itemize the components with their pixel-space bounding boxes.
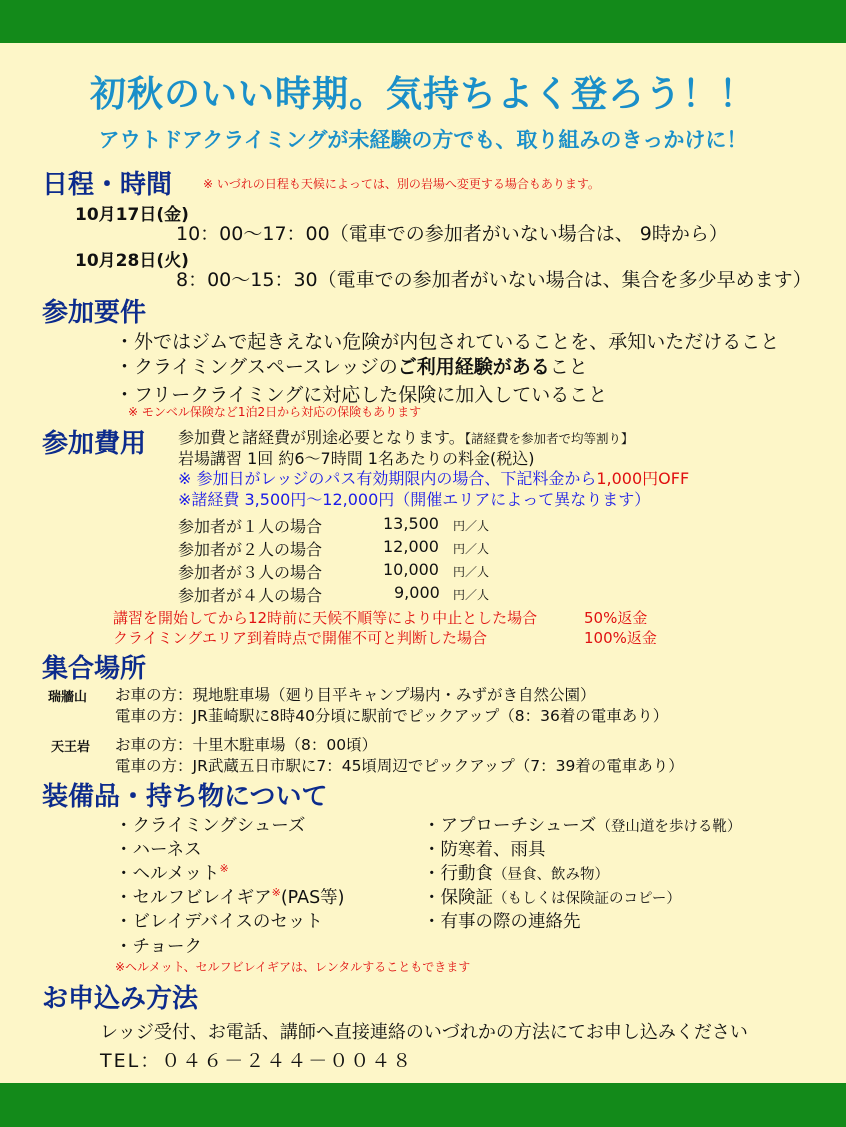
fees-line-2: 岩場講習 1回 約6～7時間 1名あたりの料金(税込) [178, 449, 535, 468]
rate-label-4: 参加者が４人の場合 [178, 586, 323, 605]
rate-unit-4: 円／人 [453, 588, 490, 602]
equip-left-2: ・ハーネス [115, 840, 202, 860]
equipment-heading: 装備品・持ち物について [42, 782, 328, 812]
place-car-1: お車の方：現地駐車場（廻り目平キャンプ場内・みずがき自然公園） [115, 686, 596, 704]
requirement-item-2: ・クライミングスペースレッジのご利用経験があること [115, 356, 588, 378]
equip-left-1: ・クライミングシューズ [115, 816, 306, 836]
expenses-note: ※諸経費 3,500円～12,000円（開催エリアによって異なります） [178, 490, 651, 509]
schedule-heading: 日程・時間 [42, 170, 173, 200]
equip-right-2: ・防寒着、雨具 [423, 840, 546, 860]
schedule-time-2: 8：00～15：30（電車での参加者がいない場合は、集合を多少早めます） [176, 269, 812, 291]
place-name-2: 天王岩 [51, 740, 91, 755]
pass-note: ※ 参加日がレッジのパス有効期限内の場合、下記料金から1,000円OFF [178, 469, 690, 488]
bottom-band [0, 1083, 846, 1127]
apply-text: レッジ受付、お電話、講師へ直接連絡のいづれかの方法にてお申し込みください [100, 1022, 748, 1043]
requirements-note: ※ モンベル保険など1泊2日から対応の保険もあります [128, 405, 422, 419]
equipment-note: ※ヘルメット、セルフビレイギアは、レンタルすることもできます [115, 960, 471, 974]
equip-left-6: ・チョーク [115, 937, 202, 957]
rate-amount-4: 9,000 [394, 583, 440, 602]
rate-unit-3: 円／人 [453, 565, 490, 579]
schedule-date-2: 10月28日(火) [75, 251, 189, 271]
place-car-2: お車の方：十里木駐車場（8：00頃） [115, 736, 378, 754]
refund-value-1: 50%返金 [584, 609, 648, 627]
schedule-note: ※ いづれの日程も天候によっては、別の岩場へ変更する場合もあります。 [203, 177, 600, 191]
schedule-date-1: 10月17日(金) [75, 205, 189, 225]
fees-line-1: 参加費と諸経費が別途必要となります。【諸経費を参加者で均等割り】 [178, 428, 634, 447]
top-band [0, 0, 846, 43]
place-train-1: 電車の方：JR韮崎駅に8時40分頃に駅前でピックアップ（8：36着の電車あり） [115, 707, 669, 725]
schedule-time-1: 10：00～17：00（電車での参加者がいない場合は、 9時から） [176, 223, 728, 245]
equip-left-5: ・ビレイデバイスのセット [115, 912, 323, 932]
equip-right-1: ・アプローチシューズ（登山道を歩ける靴） [423, 816, 742, 836]
equip-right-3: ・行動食（昼食、飲み物） [423, 864, 609, 884]
page-subtitle: アウトドアクライミングが未経験の方でも、取り組みのきっかけに！ [98, 128, 748, 152]
equip-right-4: ・保険証（もしくは保険証のコピー） [423, 888, 681, 908]
page-title: 初秋のいい時期。気持ちよく登ろう！！ [89, 74, 756, 115]
rate-amount-1: 13,500 [383, 514, 439, 533]
rate-label-3: 参加者が３人の場合 [178, 563, 323, 582]
rate-unit-2: 円／人 [453, 542, 490, 556]
rate-label-2: 参加者が２人の場合 [178, 540, 323, 559]
requirements-heading: 参加要件 [42, 298, 147, 328]
place-train-2: 電車の方：JR武蔵五日市駅に7：45頃周辺でピックアップ（7：39着の電車あり） [115, 757, 684, 775]
rate-amount-3: 10,000 [383, 560, 439, 579]
refund-text-2: クライミングエリア到着時点で開催不可と判断した場合 [113, 629, 487, 647]
equip-left-4: ・セルフビレイギア※(PAS等) [115, 886, 345, 908]
equip-left-3: ・ヘルメット※ [115, 862, 229, 884]
requirement-item-3: ・フリークライミングに対応した保険に加入していること [115, 384, 608, 406]
apply-heading: お申込み方法 [42, 984, 199, 1014]
rate-label-1: 参加者が１人の場合 [178, 517, 323, 536]
fees-heading: 参加費用 [42, 429, 147, 459]
meeting-heading: 集合場所 [42, 654, 147, 684]
apply-tel: TEL：０４６－２４４－００４８ [100, 1050, 414, 1072]
refund-text-1: 講習を開始してから12時前に天候不順等により中止とした場合 [113, 609, 538, 627]
place-name-1: 瑞牆山 [48, 690, 88, 705]
rate-amount-2: 12,000 [383, 537, 439, 556]
refund-value-2: 100%返金 [584, 629, 657, 647]
requirement-item-1: ・外ではジムで起きえない危険が内包されていることを、承知いただけること [115, 331, 780, 353]
equip-right-5: ・有事の際の連絡先 [423, 912, 581, 932]
rate-unit-1: 円／人 [453, 519, 490, 533]
